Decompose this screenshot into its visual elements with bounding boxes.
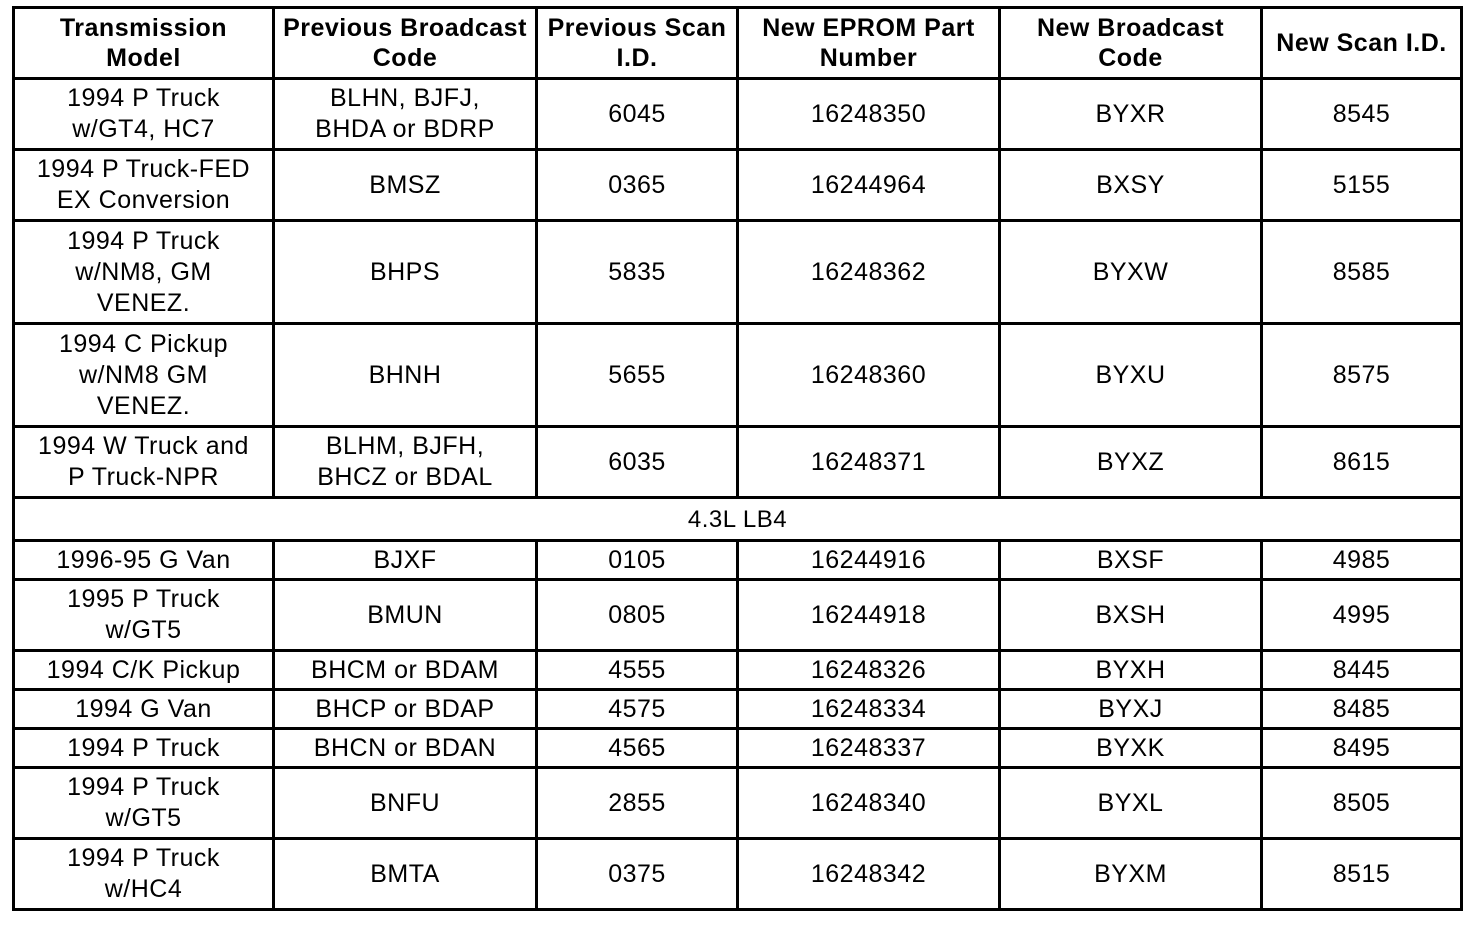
table-row bbox=[14, 221, 1462, 324]
cell-eprom: 16244916 bbox=[738, 541, 1000, 580]
table-row bbox=[14, 427, 1462, 498]
cell-prev-code: BLHN, BJFJ, BHDA or BDRP bbox=[274, 79, 537, 150]
cell-prev-code: BJXF bbox=[274, 541, 537, 580]
cell-new-scan: 8585 bbox=[1262, 221, 1462, 324]
header-row bbox=[14, 8, 1462, 79]
eprom-table bbox=[12, 6, 1463, 911]
cell-eprom: 16248326 bbox=[738, 651, 1000, 690]
cell-model: 1994 W Truck and P Truck-NPR bbox=[14, 427, 274, 498]
cell-prev-code: BHCM or BDAM bbox=[274, 651, 537, 690]
eprom-table-container bbox=[12, 6, 1460, 911]
table-row bbox=[14, 79, 1462, 150]
cell-model: 1994 P Truck bbox=[14, 729, 274, 768]
cell-new-scan: 8485 bbox=[1262, 690, 1462, 729]
cell-eprom: 16248340 bbox=[738, 768, 1000, 839]
header-new-scan-id: New Scan I.D. bbox=[1262, 8, 1462, 79]
table-row bbox=[14, 324, 1462, 427]
cell-prev-code: BMTA bbox=[274, 839, 537, 910]
cell-prev-code: BHCP or BDAP bbox=[274, 690, 537, 729]
cell-new-scan: 8445 bbox=[1262, 651, 1462, 690]
cell-new-scan: 8495 bbox=[1262, 729, 1462, 768]
cell-new-scan: 4985 bbox=[1262, 541, 1462, 580]
cell-prev-scan: 4555 bbox=[537, 651, 738, 690]
cell-prev-code: BLHM, BJFH, BHCZ or BDAL bbox=[274, 427, 537, 498]
cell-new-scan: 8575 bbox=[1262, 324, 1462, 427]
table-row bbox=[14, 768, 1462, 839]
cell-new-code: BYXR bbox=[1000, 79, 1262, 150]
cell-new-code: BXSY bbox=[1000, 150, 1262, 221]
cell-prev-scan: 5835 bbox=[537, 221, 738, 324]
cell-eprom: 16244964 bbox=[738, 150, 1000, 221]
cell-model: 1994 P Truck w/NM8, GM VENEZ. bbox=[14, 221, 274, 324]
table-row bbox=[14, 729, 1462, 768]
table-row bbox=[14, 690, 1462, 729]
cell-eprom: 16248362 bbox=[738, 221, 1000, 324]
cell-new-code: BYXZ bbox=[1000, 427, 1262, 498]
table-row bbox=[14, 839, 1462, 910]
cell-prev-code: BNFU bbox=[274, 768, 537, 839]
cell-model: 1994 P Truck w/GT4, HC7 bbox=[14, 79, 274, 150]
cell-model: 1994 P Truck-FED EX Conversion bbox=[14, 150, 274, 221]
cell-prev-code: BHCN or BDAN bbox=[274, 729, 537, 768]
cell-eprom: 16244918 bbox=[738, 580, 1000, 651]
cell-prev-scan: 4575 bbox=[537, 690, 738, 729]
cell-new-code: BYXK bbox=[1000, 729, 1262, 768]
cell-eprom: 16248371 bbox=[738, 427, 1000, 498]
cell-new-scan: 8545 bbox=[1262, 79, 1462, 150]
cell-model: 1996-95 G Van bbox=[14, 541, 274, 580]
header-new-broadcast-code: New Broadcast Code bbox=[1000, 8, 1262, 79]
cell-model: 1994 C Pickup w/NM8 GM VENEZ. bbox=[14, 324, 274, 427]
cell-prev-scan: 0805 bbox=[537, 580, 738, 651]
cell-new-code: BYXU bbox=[1000, 324, 1262, 427]
cell-new-scan: 8615 bbox=[1262, 427, 1462, 498]
cell-prev-code: BMUN bbox=[274, 580, 537, 651]
header-previous-scan-id: Previous Scan I.D. bbox=[537, 8, 738, 79]
table-row bbox=[14, 580, 1462, 651]
cell-prev-code: BHNH bbox=[274, 324, 537, 427]
cell-new-scan: 8505 bbox=[1262, 768, 1462, 839]
cell-eprom: 16248337 bbox=[738, 729, 1000, 768]
cell-prev-scan: 0375 bbox=[537, 839, 738, 910]
cell-prev-scan: 4565 bbox=[537, 729, 738, 768]
cell-new-code: BYXM bbox=[1000, 839, 1262, 910]
cell-prev-code: BHPS bbox=[274, 221, 537, 324]
header-transmission-model: Transmission Model bbox=[14, 8, 274, 79]
table-row bbox=[14, 651, 1462, 690]
cell-new-scan: 5155 bbox=[1262, 150, 1462, 221]
cell-model: 1994 G Van bbox=[14, 690, 274, 729]
cell-new-code: BYXJ bbox=[1000, 690, 1262, 729]
cell-eprom: 16248360 bbox=[738, 324, 1000, 427]
cell-new-code: BYXL bbox=[1000, 768, 1262, 839]
cell-prev-scan: 0365 bbox=[537, 150, 738, 221]
table-row bbox=[14, 150, 1462, 221]
cell-prev-scan: 2855 bbox=[537, 768, 738, 839]
cell-model: 1995 P Truck w/GT5 bbox=[14, 580, 274, 651]
cell-prev-scan: 6035 bbox=[537, 427, 738, 498]
cell-prev-scan: 0105 bbox=[537, 541, 738, 580]
header-previous-broadcast-code: Previous Broadcast Code bbox=[274, 8, 537, 79]
cell-model: 1994 P Truck w/HC4 bbox=[14, 839, 274, 910]
cell-prev-scan: 5655 bbox=[537, 324, 738, 427]
cell-new-scan: 4995 bbox=[1262, 580, 1462, 651]
cell-new-code: BXSH bbox=[1000, 580, 1262, 651]
section-row bbox=[14, 498, 1462, 541]
cell-model: 1994 P Truck w/GT5 bbox=[14, 768, 274, 839]
cell-new-code: BYXW bbox=[1000, 221, 1262, 324]
cell-new-scan: 8515 bbox=[1262, 839, 1462, 910]
cell-prev-scan: 6045 bbox=[537, 79, 738, 150]
cell-model: 1994 C/K Pickup bbox=[14, 651, 274, 690]
table-row bbox=[14, 541, 1462, 580]
cell-eprom: 16248342 bbox=[738, 839, 1000, 910]
cell-eprom: 16248350 bbox=[738, 79, 1000, 150]
section-label: 4.3L LB4 bbox=[14, 498, 1462, 541]
cell-new-code: BXSF bbox=[1000, 541, 1262, 580]
cell-new-code: BYXH bbox=[1000, 651, 1262, 690]
cell-eprom: 16248334 bbox=[738, 690, 1000, 729]
header-new-eprom-part-number: New EPROM Part Number bbox=[738, 8, 1000, 79]
cell-prev-code: BMSZ bbox=[274, 150, 537, 221]
